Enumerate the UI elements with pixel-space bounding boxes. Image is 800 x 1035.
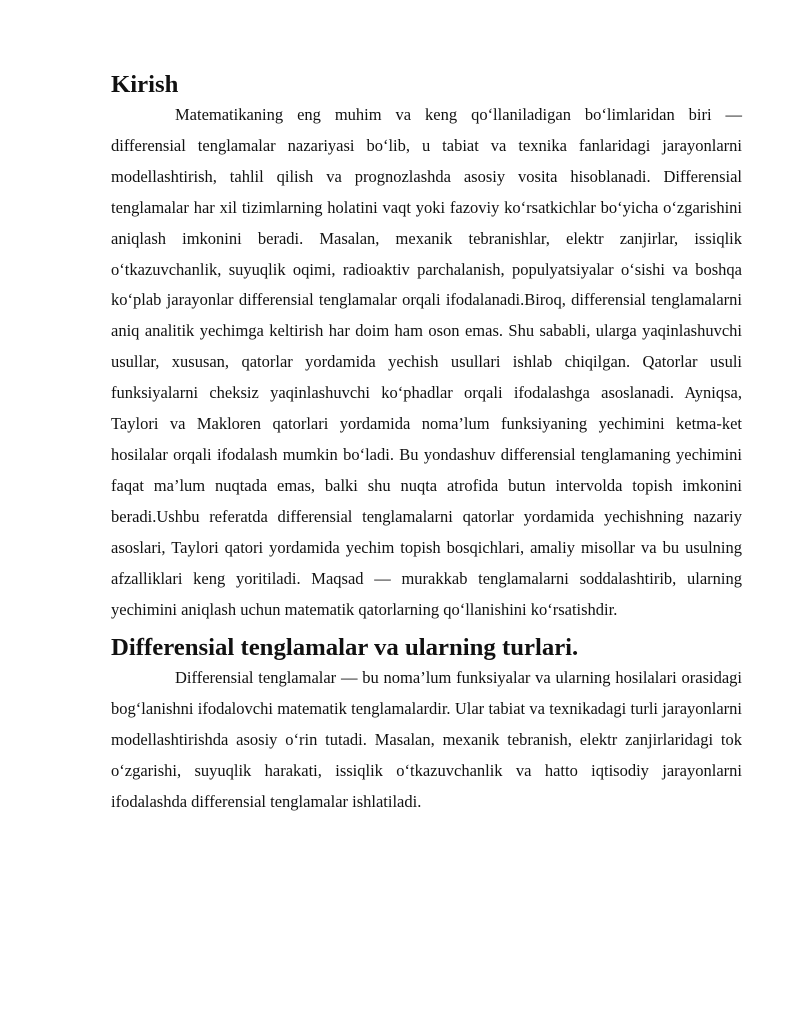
document-page xyxy=(111,70,742,818)
section-introduction xyxy=(111,70,742,625)
section-heading-introduction: Kirish xyxy=(111,71,179,98)
section-equation-types xyxy=(111,633,742,818)
section-paragraph-equation-types: Differensial tenglamalar — bu noma’lum funksiyalar va ularning hosilalari orasidagi bog‘lanishni ifodalovchi matematik tenglamalardir. Ular tabiat va texnikadagi turli jarayonlarni modellashtirishda asosiy o‘rin tutadi. Masalan, mexanik tebranish, elektr zanjirlaridagi tok o‘zgarishi, suyuqlik harakati, issiqlik o‘tkazuvchanlik va hatto iqtisodiy jarayonlarni ifodalashda differensial tenglamalar ishlatiladi. xyxy=(111,668,742,812)
section-paragraph-introduction: Matematikaning eng muhim va keng qo‘llaniladigan bo‘limlaridan biri — differensial tenglamalar nazariyasi bo‘lib, u tabiat va texnika fanlaridagi jarayonlarni modellashtirish, tahlil qilish va prognozlashda asosiy vosita hisoblanadi. Differensial tenglamalar har xil tizimlarning holatini vaqt yoki fazoviy ko‘rsatkichlar bo‘yicha o‘zgarishini aniqlash imkonini beradi. Masalan, mexanik tebranishlar, elektr zanjirlar, issiqlik o‘tkazuvchanlik, suyuqlik oqimi, radioaktiv parchalanish, populyatsiyalar o‘sishi va boshqa ko‘plab jarayonlar differensial tenglamalar orqali ifodalanadi.Biroq, differensial tenglamalarni aniq analitik yechimga keltirish har doim ham oson emas. Shu sababli, ularga yaqinlashuvchi usullar, xususan, qatorlar yordamida yechish usullari ishlab chiqilgan. Qatorlar usuli funksiyalarni cheksiz yaqinlashuvchi ko‘phadlar orqali ifodalashga asoslanadi. Ayniqsa, Taylori va Makloren qatorlari yordamida noma’lum funksiyaning yechimini ketma-ket hosilalar orqali ifodalash mumkin bo‘ladi. Bu yondashuv differensial tenglamaning yechimini faqat ma’lum nuqtada emas, balki shu nuqta atrofida butun intervolda topish imkonini beradi.Ushbu referatda differensial tenglamalarni qatorlar yordamida yechishning nazariy asoslari, Taylori qatori yordamida yechim topish bosqichlari, amaliy misollar va bu usulning afzalliklari keng yoritiladi. Maqsad — murakkab tenglamalarni soddalashtirib, ularning yechimini aniqlash uchun matematik qatorlarning qo‘llanishini ko‘rsatishdir. xyxy=(111,105,742,619)
section-heading-equation-types: Differensial tenglamalar va ularning turlari. xyxy=(111,634,579,662)
